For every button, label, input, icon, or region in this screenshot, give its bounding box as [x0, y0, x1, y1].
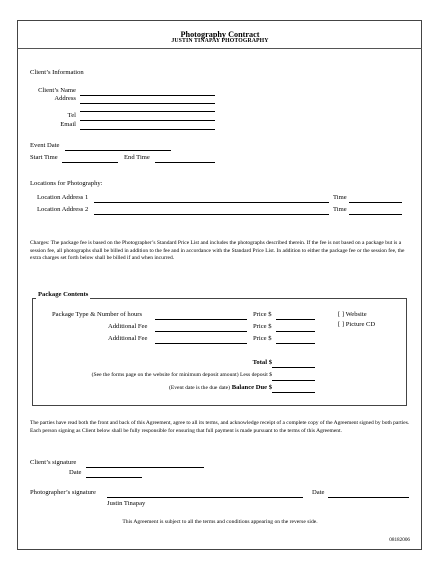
deposit-label: (See the forms page on the website for minimum deposit amount) Less deposit $ — [91, 372, 272, 378]
address-label: Address — [54, 95, 76, 102]
additional-fee-2-label: Additional Fee — [108, 335, 148, 342]
package-type-label: Package Type & Number of hours — [52, 311, 143, 318]
location-address-2-label: Location Address 2 — [37, 206, 89, 213]
balance-due-field[interactable] — [272, 392, 315, 393]
photographer-signature-field[interactable] — [107, 497, 303, 498]
additional-fee-2-price-field[interactable] — [276, 343, 315, 344]
charges-paragraph: Charges: The package fee is based on the Photographer’s Standard Price List and includes the photographs described therein. If the fee is not based on a package but is a session fee, all photographs shall be billed in addition to the fee and in accordance with the Standard Price List. In addition to either the package fee or the session fee, the extra charges set forth below shall be billed if and when incurred. — [30, 240, 405, 262]
total-label: Total $ — [252, 359, 272, 366]
client-name-label: Client’s Name — [38, 87, 76, 94]
additional-fee-1-field[interactable] — [155, 331, 247, 332]
client-date-label: Date — [69, 469, 82, 476]
location-time-2-field[interactable] — [349, 214, 402, 215]
additional-fee-2-field[interactable] — [155, 343, 247, 344]
start-time-label: Start Time — [30, 154, 58, 161]
start-time-field[interactable] — [62, 162, 118, 163]
address-field-2[interactable] — [80, 111, 215, 112]
total-field[interactable] — [272, 367, 315, 368]
header-divider — [17, 48, 422, 49]
website-checkbox[interactable]: [ ] Website — [338, 311, 367, 318]
client-section-label: Client’s Information — [30, 69, 84, 76]
photographer-date-field[interactable] — [328, 497, 409, 498]
balance-due-label: Balance Due $ — [231, 384, 272, 391]
package-price-label: Price $ — [253, 311, 272, 318]
additional-fee-1-label: Additional Fee — [108, 323, 148, 330]
tel-field[interactable] — [80, 120, 215, 121]
additional-fee-2-price-label: Price $ — [253, 335, 272, 342]
client-name-field[interactable] — [80, 95, 215, 96]
form-code: 08182006 — [389, 537, 410, 543]
additional-fee-1-price-label: Price $ — [253, 323, 272, 330]
document-title: Photography Contract — [180, 30, 260, 39]
package-contents-legend: Package Contents — [38, 291, 89, 298]
location-time-1-label: Time — [333, 194, 347, 201]
document-subtitle: JUSTIN TINAPAY PHOTOGRAPHY — [171, 38, 269, 44]
event-date-field[interactable] — [65, 150, 171, 151]
address-field-1[interactable] — [80, 103, 215, 104]
client-signature-field[interactable] — [86, 467, 204, 468]
footer-note: This Agreement is subject to all the terms and conditions appearing on the reverse side. — [122, 519, 318, 525]
location-time-1-field[interactable] — [349, 202, 402, 203]
end-time-label: End Time — [124, 154, 150, 161]
photographer-name: Justin Tinapay — [107, 500, 146, 507]
photographer-signature-label: Photographer’s signature — [30, 489, 96, 496]
deposit-field[interactable] — [272, 380, 315, 381]
location-address-1-label: Location Address 1 — [37, 194, 89, 201]
end-time-field[interactable] — [155, 162, 215, 163]
picture-cd-checkbox[interactable]: [ ] Picture CD — [338, 321, 376, 328]
agreement-paragraph: The parties have read both the front and back of this Agreement, agree to all its terms, and acknowledge receipt of a complete copy of the Agreement signed by both parties. Each person signing as Client below shall be fully responsible for ensuring that full payment is made pursuant to the terms of this Agreement. — [30, 420, 410, 434]
email-label: Email — [60, 121, 76, 128]
client-signature-label: Client’s signature — [30, 459, 77, 466]
location-time-2-label: Time — [333, 206, 347, 213]
email-field[interactable] — [80, 129, 215, 130]
location-address-2-field[interactable] — [94, 214, 329, 215]
package-price-field[interactable] — [276, 319, 315, 320]
package-type-field[interactable] — [155, 319, 247, 320]
tel-label: Tel — [67, 112, 76, 119]
location-address-1-field[interactable] — [94, 202, 329, 203]
photographer-date-label: Date — [312, 489, 325, 496]
locations-section-label: Locations for Photography: — [30, 180, 103, 187]
client-date-field[interactable] — [86, 477, 142, 478]
event-date-label: Event Date — [30, 142, 60, 149]
balance-note: (Event date is the due date) — [168, 385, 230, 391]
additional-fee-1-price-field[interactable] — [276, 331, 315, 332]
